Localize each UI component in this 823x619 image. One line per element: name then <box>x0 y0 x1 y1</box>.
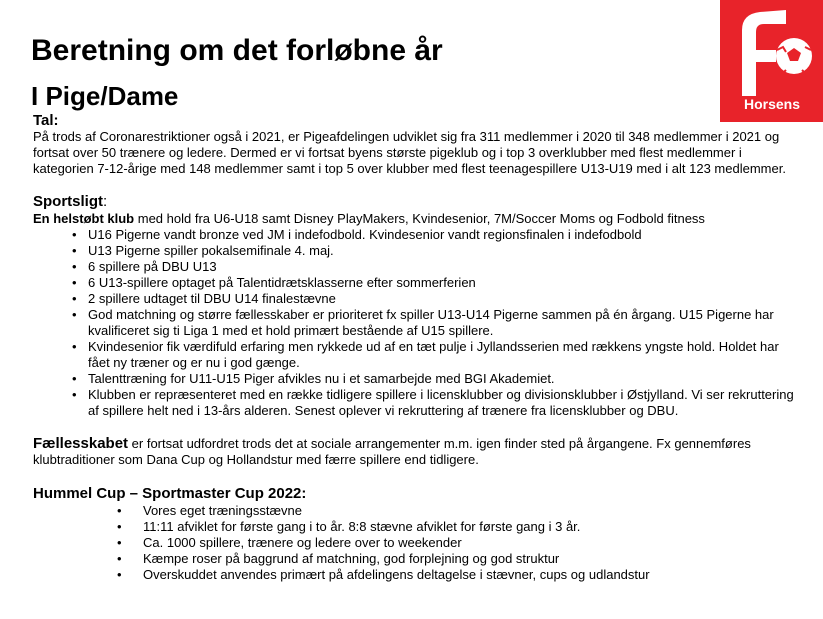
logo-text: Horsens <box>743 96 801 112</box>
list-item: • U13 Pigerne spiller pokalsemifinale 4. maj. <box>33 243 803 259</box>
club-logo-graphic <box>720 0 823 122</box>
sportsligt-list <box>33 227 803 419</box>
list-item: • 6 U13-spillere optaget på Talentidrætsklasserne efter sommerferien <box>33 275 803 291</box>
list-item: • 6 spillere på DBU U13 <box>33 259 803 275</box>
tal-heading: Tal: <box>33 112 59 129</box>
list-item: • Talenttræning for U11-U15 Piger afvikles nu i et samarbejde med BGI Akademiet. <box>33 371 803 387</box>
list-item: • Vores eget træningsstævne <box>33 503 803 519</box>
list-item: • Ca. 1000 spillere, trænere og ledere over to weekender <box>33 535 803 551</box>
list-item: • U16 Pigerne vandt bronze ved JM i indefodbold. Kvindesenior vandt regionsfinalen i indefodbold <box>33 227 803 243</box>
football-icon <box>776 38 812 74</box>
tal-paragraph: På trods af Coronarestriktioner også i 2021, er Pigeafdelingen udviklet sig fra 311 medlemmer i 2020 til 348 medlemmer i 2021 og fortsat over 50 trænere og ledere. Dermed er vi fortsat byens største pigeklub og i top 3 overklubber med flest medlemmer i kategorien 7-12-årige med 148 medlemmer samt i top 5 over klubber med flest teenagespillere U13-U19 med i alt 123 medlemmer. <box>33 129 786 176</box>
faellesskabet-bold: Fællesskabet <box>33 435 129 452</box>
club-logo <box>720 0 823 122</box>
page-title: Beretning om det forløbne år <box>31 34 443 67</box>
sportsligt-intro-bold: En helstøbt klub <box>33 211 135 226</box>
sportsligt-heading-text: Sportsligt <box>33 193 103 210</box>
list-item: • Kvindesenior fik værdifuld erfaring men rykkede ud af en tæt pulje i Jyllandsserien med rækkens yngste hold. Holdet har fået ny træner og er nu i god gænge. <box>33 339 803 371</box>
sportsligt-intro <box>33 211 803 227</box>
list-item: • 2 spillere udtaget til DBU U14 finalestævne <box>33 291 803 307</box>
page-subtitle: I Pige/Dame <box>31 81 179 111</box>
list-item: • Overskuddet anvendes primært på afdelingens deltagelse i stævner, cups og udlandstur <box>33 567 803 583</box>
list-item: • Kæmpe roser på baggrund af matchning, god forplejning og god struktur <box>33 551 803 567</box>
list-item: • 11:11 afviklet for første gang i to år. 8:8 stævne afviklet for første gang i 3 år. <box>33 519 803 535</box>
faellesskabet-paragraph <box>33 436 803 468</box>
list-item: • God matchning og større fællesskaber er prioriteret fx spiller U13-U14 Pigerne sammen på én årgang. U15 Pigerne har kvalificeret sig ti Liga 1 med et hold primært bestående af U15 spillere. <box>33 307 803 339</box>
faellesskabet-text: er fortsat udfordret trods det at sociale arrangementer m.m. igen finder sted på årgangene. Fx gennemføres klubtraditioner som Dana Cup og Hollandstur med færre spillere end tidligere. <box>33 436 751 467</box>
sportsligt-heading-suffix: : <box>103 193 108 210</box>
hummel-list <box>33 503 803 583</box>
hummel-heading: Hummel Cup – Sportmaster Cup 2022: <box>33 485 307 502</box>
report-body <box>33 112 803 583</box>
sportsligt-intro-text: med hold fra U6-U18 samt Disney PlayMakers, Kvindesenior, 7M/Soccer Moms og Fodbold fitness <box>134 211 705 226</box>
sportsligt-heading <box>33 193 803 211</box>
list-item: • Klubben er repræsenteret med en række tidligere spillere i licensklubber og divisionsklubber i Østjylland. Vi ser rekruttering af spillere helt ned i 13-års alderen. Senest oplever vi rekruttering af trænere fra licensklubber og DBU. <box>33 387 803 419</box>
